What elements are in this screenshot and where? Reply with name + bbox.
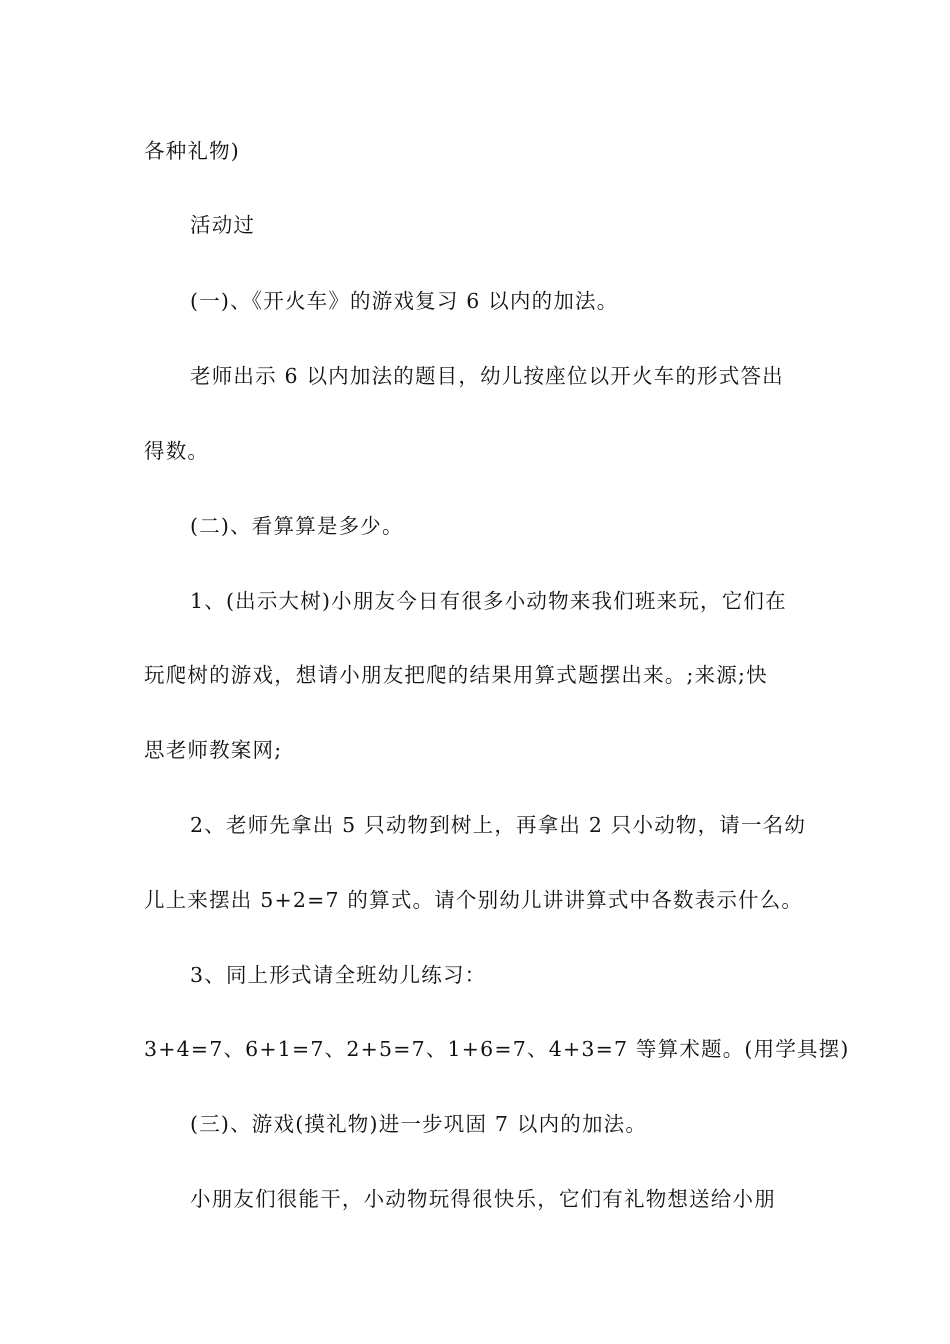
text-line: 思老师教案网; (144, 738, 283, 762)
section-heading: (一)、《开火车》的游戏复习 6 以内的加法。 (190, 289, 619, 313)
text-line: 3、同上形式请全班幼儿练习： (190, 963, 487, 987)
text-line: 得数。 (144, 439, 210, 463)
text-line: 儿上来摆出 5+2=7 的算式。请个别幼儿讲讲算式中各数表示什么。 (144, 888, 804, 912)
text-line: 活动过 (190, 213, 256, 237)
section-heading: (三)、游戏(摸礼物)进一步巩固 7 以内的加法。 (190, 1112, 648, 1136)
text-line: 3+4=7、6+1=7、2+5=7、1+6=7、4+3=7 等算术题。(用学具摆) (144, 1037, 850, 1061)
section-heading: (二)、看算算是多少。 (190, 514, 404, 538)
text-line: 2、老师先拿出 5 只动物到树上，再拿出 2 只小动物，请一名幼 (190, 813, 807, 837)
text-line: 小朋友们很能干，小动物玩得很快乐，它们有礼物想送给小朋 (190, 1187, 776, 1211)
text-line: 各种礼物) (144, 139, 240, 163)
text-line: 玩爬树的游戏，想请小朋友把爬的结果用算式题摆出来。;来源;快 (144, 663, 768, 687)
text-line: 老师出示 6 以内加法的题目，幼儿按座位以开火车的形式答出 (190, 364, 784, 388)
text-line: 1、(出示大树)小朋友今日有很多小动物来我们班来玩，它们在 (190, 589, 787, 613)
